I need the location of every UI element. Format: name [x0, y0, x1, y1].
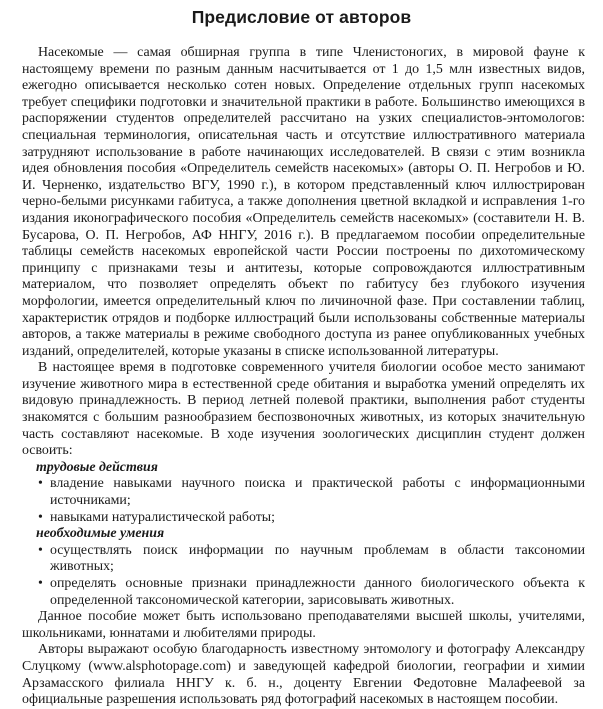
paragraph-teacher-training: В настоящее время в подготовке современного учителя биологии особое место занимают изучение животного мира в естественной среде обитания и выработка умений определять их видовую принадлежность. В период летней полевой практики, выполнения работ студенты знакомятся с большим разнообразием беспозвоночных животных, из которых значительную часть составляют насекомые. В ходе изучения зоологических дисциплин студент должен освоить:: [22, 360, 585, 459]
paragraph-intro: Насекомые — самая обширная группа в типе Членистоногих, в мировой фауне к настоящему времени по разным данным насчитывается от 1 до 1,5 млн известных видов, ежегодно описывается несколько сотен новых. Определение отдельных групп насекомых требует специфики подготовки и значительной практики в работе. Большинство имеющихся в распоряжении студентов определителей рассчитано на узких специалистов-энтомологов: специальная терминология, описательная часть и отсутствие иллюстративного материала затрудняют использование в работе начинающих исследователей. В связи с этим возникла идея обновления пособия «Определитель семейств насекомых» (авторы О. П. Негробов и Ю. И. Черненко, издательство ВГУ, 1990 г.), в котором представленный ключ иллюстрирован черно-белыми рисунками габитуса, а также дополнения цветной вкладкой и исправления 1-го издания иконографического пособия «Определитель семейств насекомых» (составители Н. В. Бусарова, О. П. Негробов, АФ ННГУ, 2016 г.). В предлагаемом пособии определительные таблицы семейств насекомых европейской части России построены по дихотомическому принципу с признаками тезы и антитезы, которые сопровождаются иллюстративным материалом, что позволяет определять объект по габитусу без глубокого изучения морфологии, имеется определительный ключ по личиночной фазе. При составлении таблиц, характеристик отрядов и подборке иллюстраций были использованы собственные материалы авторов, а также материалы в режиме свободного доступа из ранее опубликованных учебных изданий, определителей, которые указаны в списке использованной литературы.: [22, 45, 585, 359]
list-item-text: осуществлять поиск информации по научным проблемам в области таксономии животных;: [50, 542, 585, 575]
paragraph-audience: Данное пособие может быть использовано преподавателями высшей школы, учителями, школьниками, юннатами и любителями природы.: [22, 609, 585, 641]
list-item: [22, 476, 585, 509]
bullet-icon: •: [38, 576, 43, 591]
list-item: [22, 510, 585, 527]
list-item: [22, 576, 585, 609]
list-item: [22, 543, 585, 576]
page-title: Предисловие от авторов: [191, 7, 412, 27]
document-body: [22, 45, 585, 709]
label-required-skills: необходимые умения: [36, 526, 165, 542]
bullet-icon: •: [38, 476, 43, 492]
paragraph-acknowledgements: Авторы выражают особую благодарность известному энтомологу и фотографу Александру Слуцкому (www.alsphotopage.com) и заведующей кафедрой биологии, географии и химии Арзамасского филиала ННГУ к. б. н., доценту Евгении Федотовне Малафеевой за официальные разрешения использовать ряд фотографий насекомых в настоящем пособии.: [22, 642, 585, 708]
list-item-text: определять основные признаки принадлежности данного биологического объекта к определенной таксономической категории, зарисовывать животных.: [50, 576, 585, 608]
bullet-icon: •: [38, 509, 43, 525]
list-item-text: владение навыками научного поиска и практической работы с информационными источниками;: [50, 476, 585, 509]
label-labor-actions: трудовые действия: [36, 459, 158, 475]
bullet-icon: •: [38, 542, 43, 558]
list-item-text: навыками натуралистической работы;: [50, 509, 275, 525]
